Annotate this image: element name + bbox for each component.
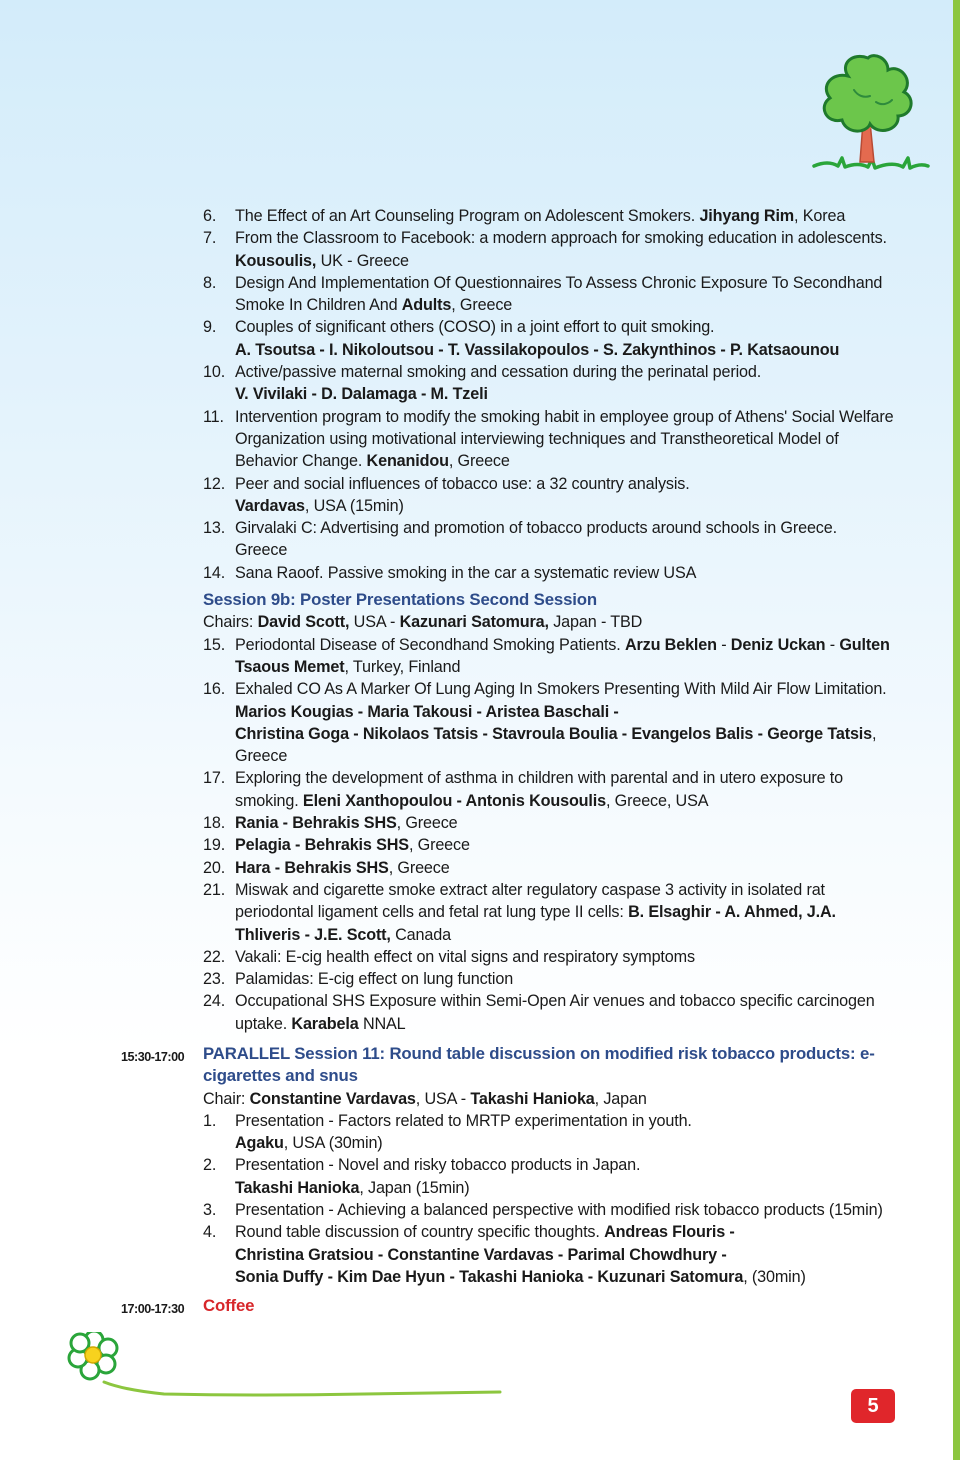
text-run: Presentation - Novel and risky tobacco products in Japan. [235, 1156, 641, 1175]
list-item [203, 946, 903, 968]
item-number: 7. [203, 229, 217, 248]
text-run: , Greece, USA [605, 791, 709, 810]
list-item [203, 406, 903, 473]
coffee-time: 17:00-17:30 [121, 1302, 185, 1317]
list-item [203, 990, 903, 1035]
text-run: , USA (15min) [304, 496, 404, 515]
session-9b-chairs [203, 611, 903, 633]
list-item [203, 562, 903, 584]
tree-icon [808, 50, 932, 178]
list-item [203, 1221, 903, 1288]
author-names: Gulten Tsaous Memet [235, 635, 890, 676]
item-number: 23. [203, 970, 226, 989]
list-item [203, 1154, 903, 1199]
text-run: Occupational SHS Exposure within Semi-Open Air venues and tobacco specific carcinogen uptake. [235, 992, 875, 1033]
item-number: 6. [203, 207, 217, 225]
author-names: Kazunari Satomura, [399, 613, 549, 632]
text-run: Design And Implementation Of Questionnaires To Assess Chronic Exposure To Secondhand Smoke In Children And [235, 273, 883, 315]
item-number: 4. [203, 1223, 217, 1242]
coffee-block [121, 1295, 903, 1317]
text-run: , Greece [408, 836, 470, 855]
text-run: Exploring the development of asthma in children with parental and in utero exposure to smoking. [235, 769, 843, 810]
list-item [203, 205, 903, 227]
author-names: Marios Kougias - Maria Takousi - Aristea Baschali - [235, 702, 619, 721]
author-names: Pelagia - Behrakis SHS [235, 836, 409, 855]
text-run: , Korea [794, 207, 846, 225]
flower-icon [64, 1332, 534, 1402]
list-item [203, 812, 903, 834]
author-names: Agaku [235, 1134, 284, 1153]
author-names: Rania - Behrakis SHS [235, 814, 397, 833]
item-number: 20. [203, 858, 226, 877]
text-run: Girvalaki C: Advertising and promotion of tobacco products around schools in Greece. [235, 519, 837, 538]
item-number: 15. [203, 635, 226, 654]
item-number: 19. [203, 836, 226, 855]
text-run: Couples of significant others (COSO) in a joint effort to quit smoking. [235, 318, 715, 337]
item-number: 3. [203, 1201, 217, 1220]
item-number: 18. [203, 814, 226, 833]
session-9b-title: Session 9b: Poster Presentations Second Session [203, 590, 597, 610]
text-run: Peer and social influences of tobacco use: a 32 country analysis. [235, 474, 690, 493]
list-item [203, 316, 903, 361]
session-11-list [203, 1110, 903, 1288]
author-names: Arzu Beklen [624, 635, 717, 654]
text-run: Presentation - Factors related to MRTP experimentation in youth. [235, 1111, 692, 1130]
session-9b-list [203, 634, 903, 1035]
author-names: Eleni Xanthopoulou - Antonis Kousoulis [302, 791, 606, 810]
text-run: , Japan (15min) [359, 1178, 470, 1197]
author-names: A. Tsoutsa - I. Nikoloutsou - T. Vassilakopoulos - S. Zakynthinos - P. Katsaounou [235, 340, 840, 359]
item-number: 10. [203, 363, 226, 382]
item-number: 22. [203, 947, 226, 966]
text-run: Presentation - Achieving a balanced perspective with modified risk tobacco products (15min) [235, 1201, 883, 1220]
item-number: 1. [203, 1111, 217, 1130]
author-names: Kousoulis, [235, 251, 317, 270]
text-run: , Greece [451, 296, 513, 315]
text-run: Greece [235, 541, 288, 560]
author-names: Constantine Vardavas [249, 1089, 416, 1108]
text-run: UK - Greece [316, 251, 409, 270]
author-names: Andreas Flouris - [604, 1223, 735, 1242]
author-names: Sonia Duffy - Kim Dae Hyun - Takashi Hanioka - Kuzunari Satomura [235, 1267, 744, 1286]
text-run: Sana Raoof. Passive smoking in the car a systematic review USA [235, 563, 697, 582]
item-number: 11. [203, 407, 224, 426]
item-number: 9. [203, 318, 217, 337]
list-item [203, 634, 903, 679]
author-names: V. Vivilaki - D. Dalamaga - M. Tzeli [235, 385, 488, 404]
text-run: , USA (30min) [283, 1134, 383, 1153]
author-names: Christina Gratsiou - Constantine Vardavas - Parimal Chowdhury - [235, 1245, 727, 1264]
text-run: , Greece [448, 452, 510, 471]
author-names: Christina Goga - Nikolaos Tatsis - Stavroula Boulia - Evangelos Balis - George Tatsis [235, 724, 873, 743]
text-run: From the Classroom to Facebook: a modern approach for smoking education in adolescents. [235, 229, 887, 248]
author-names: Adults [401, 296, 452, 315]
text-run: , Japan [594, 1089, 647, 1108]
list-item [203, 1199, 903, 1221]
item-number: 8. [203, 273, 217, 292]
session-11-time: 15:30-17:00 [121, 1049, 185, 1064]
author-names: Takashi Hanioka [470, 1089, 595, 1108]
author-names: David Scott, [257, 613, 350, 632]
list-item [203, 227, 903, 272]
coffee-title: Coffee [203, 1296, 255, 1316]
author-names: Takashi Hanioka [235, 1178, 360, 1197]
item-number: 13. [203, 519, 226, 538]
list-item [203, 834, 903, 856]
list-item [203, 473, 903, 518]
page-number: 5 [851, 1389, 895, 1423]
session-11-chairs [203, 1088, 903, 1110]
text-run: , Greece [388, 858, 450, 877]
text-run: Chairs: [203, 613, 258, 632]
text-run: The Effect of an Art Counseling Program on Adolescent Smokers. [235, 207, 700, 225]
talk-list [203, 205, 903, 584]
list-item [203, 879, 903, 946]
text-run: , Greece [396, 814, 458, 833]
text-run: Canada [390, 925, 451, 944]
list-item [203, 857, 903, 879]
text-run: NNAL [358, 1014, 406, 1033]
item-number: 14. [203, 563, 226, 582]
author-names: B. Elsaghir - A. Ahmed, J.A. Thliveris - J.E. Scott, [235, 903, 836, 944]
text-run: Exhaled CO As A Marker Of Lung Aging In Smokers Presenting With Mild Air Flow Limitation. [235, 680, 887, 699]
text-run: , Turkey, Finland [344, 657, 461, 676]
author-names: Deniz Uckan [730, 635, 826, 654]
text-run: - [716, 635, 731, 654]
item-number: 21. [203, 880, 226, 899]
text-run: Intervention program to modify the smoking habit in employee group of Athens' Social Welfare Organization using motivational interviewing techniques and Transtheoretical Model of Behavior Change. [235, 407, 894, 471]
item-number: 16. [203, 680, 226, 699]
program-content [121, 205, 903, 1318]
author-names: Kenanidou [366, 452, 449, 471]
list-item [203, 678, 903, 767]
text-run: , Greece [235, 724, 877, 766]
text-run: Palamidas: E-cig effect on lung function [235, 970, 514, 989]
list-item [203, 968, 903, 990]
text-run: Active/passive maternal smoking and cessation during the perinatal period. [235, 363, 762, 382]
author-names: Vardavas [235, 496, 305, 515]
list-item [203, 272, 903, 317]
author-names: Jihyang Rim [699, 207, 795, 225]
item-number: 24. [203, 992, 226, 1011]
list-item [203, 361, 903, 406]
author-names: Hara - Behrakis SHS [235, 858, 389, 877]
text-run: Miswak and cigarette smoke extract alter regulatory caspase 3 activity in isolated rat periodontal ligament cells and fetal rat lung type II cells: [235, 880, 825, 922]
session-11-block [121, 1043, 903, 1088]
item-number: 17. [203, 769, 226, 788]
side-stripe [953, 0, 960, 1460]
text-run: , USA - [415, 1089, 471, 1108]
text-run: Chair: [203, 1089, 250, 1108]
author-names: Karabela [291, 1014, 359, 1033]
text-run: Round table discussion of country specific thoughts. [235, 1223, 605, 1242]
item-number: 12. [203, 474, 226, 493]
text-run: Vakali: E-cig health effect on vital signs and respiratory symptoms [235, 947, 695, 966]
list-item [203, 1110, 903, 1155]
item-number: 2. [203, 1156, 217, 1175]
text-run: - [825, 635, 840, 654]
text-run: USA - [349, 613, 400, 632]
text-run: Periodontal Disease of Secondhand Smoking Patients. [235, 635, 625, 654]
session-11-title: PARALLEL Session 11: Round table discussion on modified risk tobacco products: e-cigarettes and snus [203, 1043, 875, 1086]
text-run: Japan - TBD [548, 613, 643, 632]
list-item [203, 767, 903, 812]
list-item [203, 517, 903, 562]
text-run: , (30min) [743, 1267, 806, 1286]
